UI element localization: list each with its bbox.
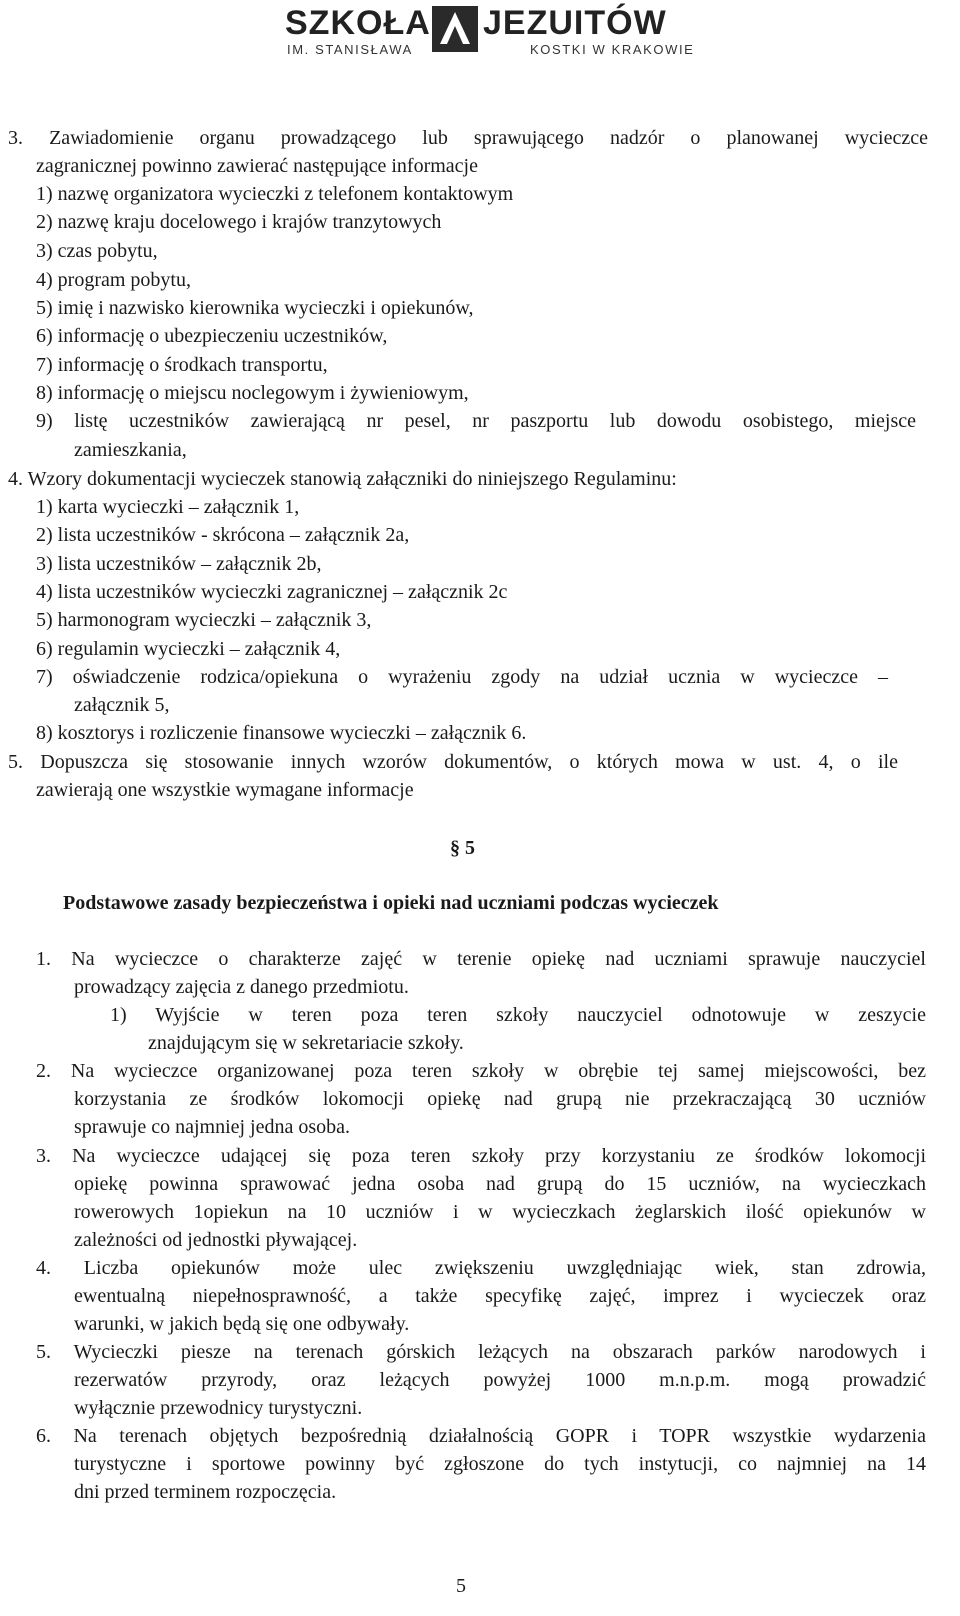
text-line: 4) program pobytu, <box>36 269 191 291</box>
text-line: 4. Liczba opiekunów może ulec zwiększeniu uwzględniając wiek, stan zdrowia, <box>36 1257 926 1279</box>
text-line: 1) karta wycieczki – załącznik 1, <box>36 496 300 518</box>
text-line: zawierają one wszystkie wymagane informacje <box>36 779 414 801</box>
logo-word-right: JEZUITÓW <box>483 4 667 42</box>
section-number: § 5 <box>450 837 475 859</box>
logo-subtitle-right: KOSTKI W KRAKOWIE <box>530 42 695 57</box>
text-line: 2) lista uczestników - skrócona – załącznik 2a, <box>36 524 410 546</box>
text-line: 1) Wyjście w teren poza teren szkoły nauczyciel odnotowuje w zeszycie <box>110 1004 926 1026</box>
logo-subtitle-left: IM. STANISŁAWA <box>287 42 413 57</box>
text-line: 5. Wycieczki piesze na terenach górskich leżących na obszarach parków narodowych i <box>36 1341 926 1363</box>
text-line: prowadzący zajęcia z danego przedmiotu. <box>74 976 409 998</box>
text-line: 1. Na wycieczce o charakterze zajęć w terenie opiekę nad uczniami sprawuje nauczyciel <box>36 948 926 970</box>
text-line: wyłącznie przewodnicy turystyczni. <box>74 1397 363 1419</box>
text-line: opiekę powinna sprawować jedna osoba nad grupą do 15 uczniów, na wycieczkach <box>74 1173 926 1195</box>
text-line: zależności od jednostki pływającej. <box>74 1229 358 1251</box>
logo-emblem-icon <box>430 4 480 54</box>
text-line: 3) lista uczestników – załącznik 2b, <box>36 553 322 575</box>
text-line: korzystania ze środków lokomocji opiekę nad grupą nie przekraczającą 30 uczniów <box>74 1088 926 1110</box>
text-line: turystyczne i sportowe powinny być zgłoszone do tych instytucji, co najmniej na 14 <box>74 1453 926 1475</box>
text-line: dni przed terminem rozpoczęcia. <box>74 1481 337 1503</box>
text-line: 7) oświadczenie rodzica/opiekuna o wyrażeniu zgody na udział ucznia w wycieczce – <box>36 666 888 688</box>
text-line: sprawuje co najmniej jedna osoba. <box>74 1116 351 1138</box>
text-line: 5) harmonogram wycieczki – załącznik 3, <box>36 609 372 631</box>
text-line: 8) kosztorys i rozliczenie finansowe wycieczki – załącznik 6. <box>36 722 527 744</box>
text-line: 3. Na wycieczce udającej się poza teren szkoły przy korzystaniu ze środków lokomocji <box>36 1145 926 1167</box>
text-line: zagranicznej powinno zawierać następujące informacje <box>36 155 478 177</box>
text-line: 6) regulamin wycieczki – załącznik 4, <box>36 638 341 660</box>
text-line: ewentualną niepełnosprawność, a także specyfikę zajęć, imprez i wycieczek oraz <box>74 1285 926 1307</box>
text-line: 3) czas pobytu, <box>36 240 158 262</box>
text-line: 6. Na terenach objętych bezpośrednią działalnością GOPR i TOPR wszystkie wydarzenia <box>36 1425 926 1447</box>
text-line: 5) imię i nazwisko kierownika wycieczki i opiekunów, <box>36 297 474 319</box>
text-line: 6) informację o ubezpieczeniu uczestników, <box>36 325 388 347</box>
text-line: 7) informację o środkach transportu, <box>36 354 328 376</box>
text-line: załącznik 5, <box>74 694 170 716</box>
text-line: rowerowych 1opiekun na 10 uczniów i w wycieczkach żeglarskich ilość opiekunów w <box>74 1201 926 1223</box>
text-line: rezerwatów przyrody, oraz leżących powyżej 1000 m.n.p.m. mogą prowadzić <box>74 1369 926 1391</box>
text-line: 3. Zawiadomienie organu prowadzącego lub sprawującego nadzór o planowanej wycieczce <box>8 127 928 149</box>
logo-word-left: SZKOŁA <box>285 4 431 42</box>
page-number: 5 <box>456 1575 466 1597</box>
text-line: 4) lista uczestników wycieczki zagranicznej – załącznik 2c <box>36 581 508 603</box>
text-line: 9) listę uczestników zawierającą nr pesel, nr paszportu lub dowodu osobistego, miejsce <box>36 410 916 432</box>
text-line: 2) nazwę kraju docelowego i krajów tranzytowych <box>36 211 442 233</box>
text-line: 8) informację o miejscu noclegowym i żywieniowym, <box>36 382 469 404</box>
school-logo <box>0 2 960 58</box>
text-line: 2. Na wycieczce organizowanej poza teren szkoły w obrębie tej samej miejscowości, bez <box>36 1060 926 1082</box>
text-line: zamieszkania, <box>74 439 187 461</box>
text-line: 4. Wzory dokumentacji wycieczek stanowią załączniki do niniejszego Regulaminu: <box>8 468 677 490</box>
text-line: 5. Dopuszcza się stosowanie innych wzorów dokumentów, o których mowa w ust. 4, o ile <box>8 751 898 773</box>
text-line: 1) nazwę organizatora wycieczki z telefonem kontaktowym <box>36 183 514 205</box>
section-title: Podstawowe zasady bezpieczeństwa i opieki nad uczniami podczas wycieczek <box>63 892 719 914</box>
text-line: znajdującym się w sekretariacie szkoły. <box>148 1032 464 1054</box>
text-line: warunki, w jakich będą się one odbywały. <box>74 1313 410 1335</box>
